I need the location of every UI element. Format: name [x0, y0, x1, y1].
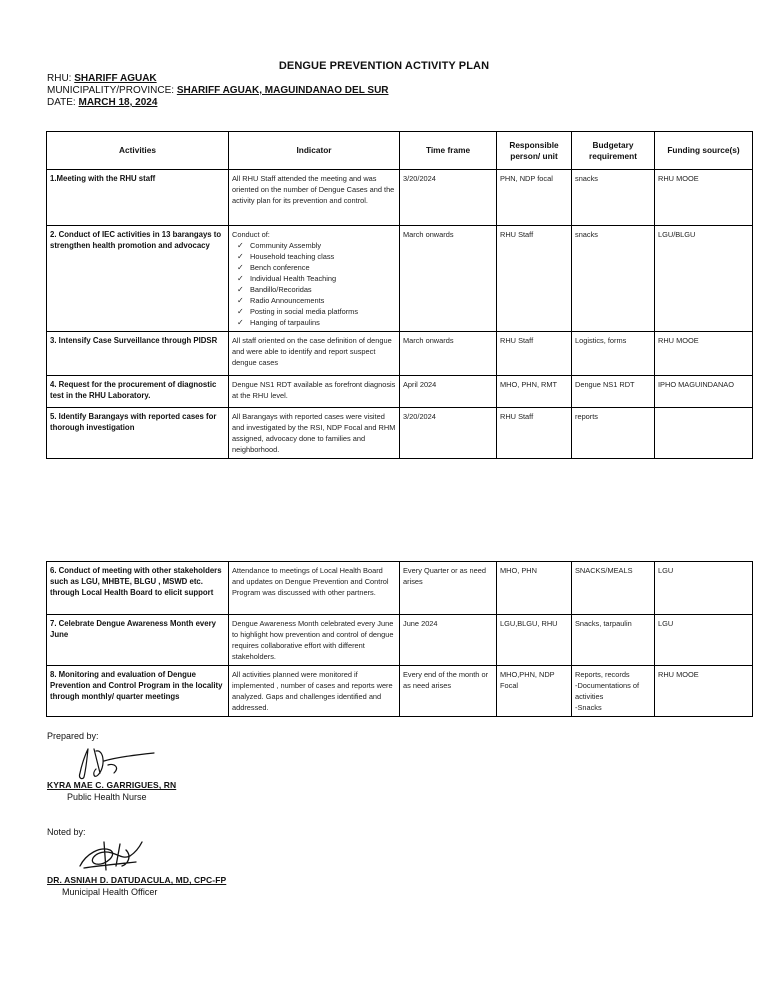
list-item-label: Individual Health Teaching: [250, 274, 337, 283]
budget-cell: snacks: [572, 226, 655, 332]
activity-cell: 1.Meeting with the RHU staff: [47, 170, 229, 226]
indicator-cell: Dengue NS1 RDT available as forefront diagnosis at the RHU level.: [229, 376, 400, 408]
responsible-cell: PHN, NDP focal: [497, 170, 572, 226]
prepared-by-label: Prepared by:: [47, 731, 99, 741]
table-row: [47, 562, 753, 615]
date-value: MARCH 18, 2024: [78, 97, 158, 108]
activity-table-part2: [46, 561, 753, 717]
budget-cell: Logistics, forms: [572, 332, 655, 376]
budget-cell: SNACKS/MEALS: [572, 562, 655, 615]
budget-cell: Snacks, tarpaulin: [572, 615, 655, 666]
list-item: [234, 262, 396, 273]
funding-cell: LGU: [655, 615, 753, 666]
activity-cell: 4. Request for the procurement of diagnostic test in the RHU Laboratory.: [47, 376, 229, 408]
activity-cell: 2. Conduct of IEC activities in 13 barangays to strengthen health promotion and advocacy: [47, 226, 229, 332]
budget-line: -Snacks: [575, 703, 602, 712]
funding-cell: LGU: [655, 562, 753, 615]
header-funding: Funding source(s): [655, 132, 753, 170]
timeframe-cell: June 2024: [400, 615, 497, 666]
table-row: [47, 408, 753, 459]
timeframe-cell: Every end of the month or as need arises: [400, 666, 497, 717]
budget-line: -Documentations of activities: [575, 681, 640, 701]
prepared-by-name: KYRA MAE C. GARRIGUES, RN: [47, 780, 177, 790]
noted-by-name: DR. ASNIAH D. DATUDACULA, MD, CPC-FP: [47, 875, 227, 885]
list-item: [234, 240, 396, 251]
checkmark-icon: ✓: [237, 252, 244, 261]
budget-cell: snacks: [572, 170, 655, 226]
responsible-cell: LGU,BLGU, RHU: [497, 615, 572, 666]
indicator-intro: Conduct of:: [232, 230, 270, 239]
activity-cell: 5. Identify Barangays with reported cases for thorough investigation: [47, 408, 229, 459]
rhu-line: [47, 73, 157, 85]
funding-cell: IPHO MAGUINDANAO: [655, 376, 753, 408]
activity-table-part1: [46, 131, 753, 459]
header-responsible: Responsible person/ unit: [497, 132, 572, 170]
list-item-label: Bandillo/Recoridas: [250, 285, 312, 294]
timeframe-cell: March onwards: [400, 332, 497, 376]
list-item-label: Hanging of tarpaulins: [250, 318, 320, 327]
budget-cell: Dengue NS1 RDT: [572, 376, 655, 408]
activity-cell: 6. Conduct of meeting with other stakeholders such as LGU, MHBTE, BLGU , MSWD etc. through Local Health Board to elicit support: [47, 562, 229, 615]
table-row: [47, 170, 753, 226]
responsible-cell: MHO,PHN, NDP Focal: [497, 666, 572, 717]
indicator-cell: All staff oriented on the case definition of dengue and were able to identify and report suspect dengue cases: [229, 332, 400, 376]
table-row: [47, 666, 753, 717]
list-item-label: Radio Announcements: [250, 296, 325, 305]
activity-cell: 3. Intensify Case Surveillance through PIDSR: [47, 332, 229, 376]
indicator-cell: All Barangays with reported cases were visited and investigated by the RSI, NDP Focal and RHM assigned, advocacy done to families and neighborhood.: [229, 408, 400, 459]
table-row: [47, 615, 753, 666]
list-item: [234, 317, 396, 328]
timeframe-cell: Every Quarter or as need arises: [400, 562, 497, 615]
checkmark-icon: ✓: [237, 274, 244, 283]
header-activities: Activities: [47, 132, 229, 170]
prepared-signature-image: [74, 743, 156, 783]
checkmark-icon: ✓: [237, 241, 244, 250]
list-item-label: Household teaching class: [250, 252, 335, 261]
funding-cell: RHU MOOE: [655, 666, 753, 717]
funding-cell: [655, 408, 753, 459]
table-header-row: [47, 132, 753, 170]
rhu-label: RHU:: [47, 73, 75, 84]
budget-cell: [572, 666, 655, 717]
indicator-checklist: [232, 240, 396, 328]
timeframe-cell: April 2024: [400, 376, 497, 408]
indicator-cell: [229, 226, 400, 332]
list-item-label: Posting in social media platforms: [250, 307, 359, 316]
rhu-value: SHARIFF AGUAK: [74, 73, 157, 84]
noted-by-label: Noted by:: [47, 827, 86, 837]
checkmark-icon: ✓: [237, 285, 244, 294]
activity-cell: 7. Celebrate Dengue Awareness Month every June: [47, 615, 229, 666]
municipality-line: [47, 85, 389, 97]
date-line: [47, 97, 157, 109]
noted-by-role: Municipal Health Officer: [62, 887, 158, 897]
budget-cell: reports: [572, 408, 655, 459]
indicator-cell: All activities planned were monitored if implemented , number of cases and reports were analyzed. Gaps and challenges identified and addressed.: [229, 666, 400, 717]
list-item: [234, 273, 396, 284]
indicator-cell: Attendance to meetings of Local Health Board and updates on Dengue Prevention and Control Program was discussed with other partners.: [229, 562, 400, 615]
indicator-cell: Dengue Awareness Month celebrated every June to highlight how prevention and control of dengue requires collaborative effort with different stakeholders.: [229, 615, 400, 666]
table-row: [47, 226, 753, 332]
header-indicator: Indicator: [229, 132, 400, 170]
responsible-cell: RHU Staff: [497, 226, 572, 332]
responsible-cell: MHO, PHN, RMT: [497, 376, 572, 408]
header-budgetary: Budgetary requirement: [572, 132, 655, 170]
table-row: [47, 332, 753, 376]
list-item: [234, 306, 396, 317]
list-item-label: Bench conference: [250, 263, 310, 272]
list-item: [234, 251, 396, 262]
header-time-frame: Time frame: [400, 132, 497, 170]
responsible-cell: RHU Staff: [497, 408, 572, 459]
timeframe-cell: 3/20/2024: [400, 408, 497, 459]
funding-cell: RHU MOOE: [655, 332, 753, 376]
table-row: [47, 376, 753, 408]
list-item: [234, 295, 396, 306]
activity-cell: 8. Monitoring and evaluation of Dengue Prevention and Control Program in the locality through monthly/ quarter meetings: [47, 666, 229, 717]
prepared-by-role: Public Health Nurse: [67, 792, 147, 802]
municipality-label: MUNICIPALITY/PROVINCE:: [47, 85, 177, 96]
responsible-cell: MHO, PHN: [497, 562, 572, 615]
municipality-value: SHARIFF AGUAK, MAGUINDANAO DEL SUR: [176, 85, 389, 96]
document-title: DENGUE PREVENTION ACTIVITY PLAN: [278, 60, 490, 72]
list-item-label: Community Assembly: [250, 241, 322, 250]
checkmark-icon: ✓: [237, 318, 244, 327]
checkmark-icon: ✓: [237, 296, 244, 305]
list-item: [234, 284, 396, 295]
funding-cell: RHU MOOE: [655, 170, 753, 226]
checkmark-icon: ✓: [237, 307, 244, 316]
funding-cell: LGU/BLGU: [655, 226, 753, 332]
budget-line: Reports, records: [575, 670, 630, 679]
responsible-cell: RHU Staff: [497, 332, 572, 376]
date-label: DATE:: [47, 97, 79, 108]
checkmark-icon: ✓: [237, 263, 244, 272]
noted-signature-image: [76, 836, 146, 876]
timeframe-cell: March onwards: [400, 226, 497, 332]
timeframe-cell: 3/20/2024: [400, 170, 497, 226]
indicator-cell: All RHU Staff attended the meeting and was oriented on the number of Dengue Cases and the activity plan for its prevention and control.: [229, 170, 400, 226]
